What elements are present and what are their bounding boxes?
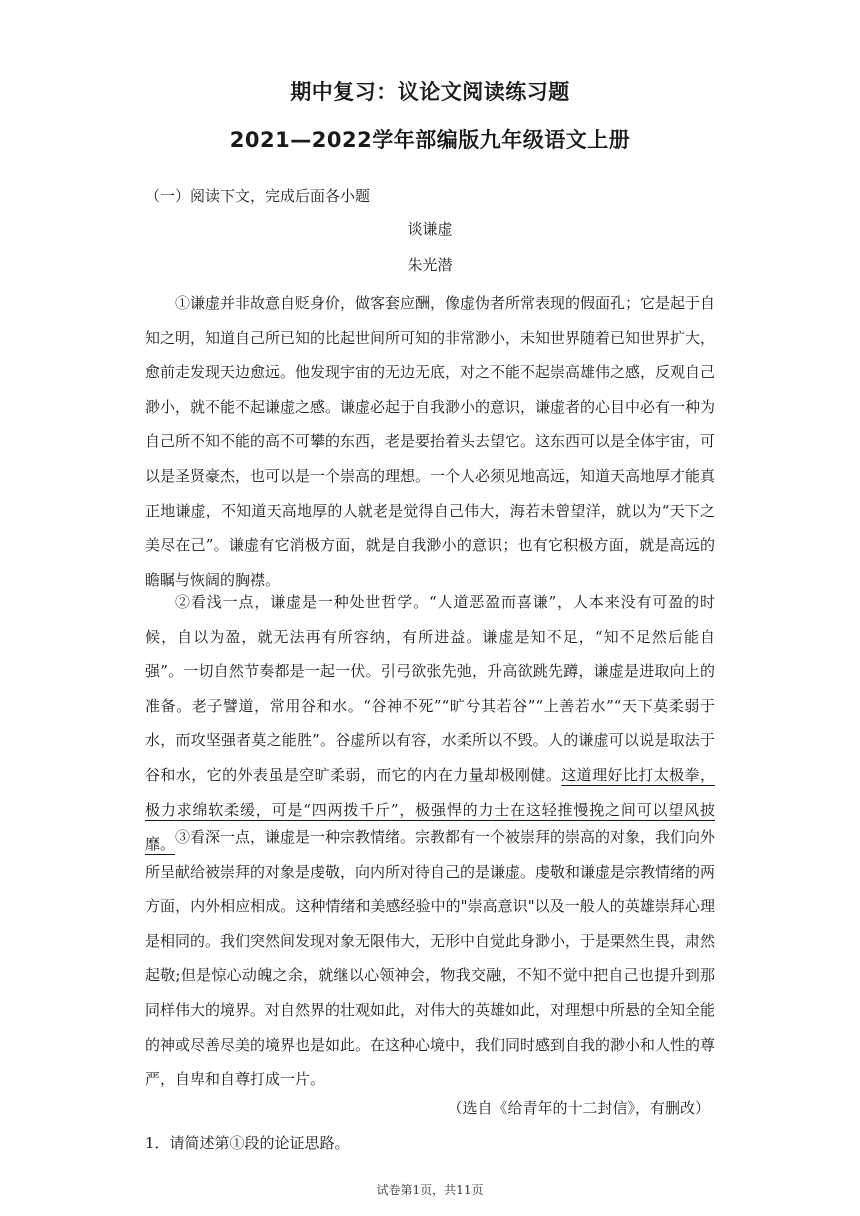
paragraph-2-text: ②看浅一点，谦虚是一种处世哲学。“人道恶盈而喜谦”，人本来没有可盈的时候，自以为盈，就无法再有所容纳，有所进益。谦虚是知不足，“知不足然后能自强”。一切自然节奏都是一起一伏。引弓欲张先弛，升高欲跳先蹲，谦虚是进取向上的准备。老子譬道，常用谷和水。“谷神不死”“旷兮其若谷”“上善若水”“天下莫柔弱于水，而攻坚强者莫之能胜”。谷虚所以有容，水柔所以不毁。人的谦虚可以说是取法于谷和水，它的外表虽是空旷柔弱，而它的内在力量却极刚健。 [145,593,715,784]
document-title: 期中复习：议论文阅读练习题 [290,80,570,104]
section-heading: （一）阅读下文，完成后面各小题 [145,187,371,205]
article-title: 谈谦虚 [407,220,453,238]
article-author: 朱光潜 [407,256,453,274]
article-source: （选自《给青年的十二封信》，有删改） [447,1099,710,1117]
question-1: 1．请简述第①段的论证思路。 [145,1134,350,1152]
document-subtitle: 2021—2022学年部编版九年级语文上册 [229,128,631,152]
page-footer: 试卷第1页，共11页 [376,1183,484,1197]
paragraph-2-underlined-sentence: 这道理好比打太极拳，极力求绵软柔缓，可是“四两拨千斤”，极强悍的力士在这轻推慢挽之间可以望风披靡。 [145,765,715,854]
paragraph-1: ①谦虚并非故意自贬身价，做客套应酬，像虚伪者所常表现的假面孔；它是起于自知之明，知道自己所已知的比起世间所可知的非常渺小，未知世界随着已知世界扩大，愈前走发现天边愈远。他发现宇宙的无边无底，对之不能不起崇高雄伟之感，反观自己渺小，就不能不起谦虚之感。谦虚必起于自我渺小的意识，谦虚者的心目中必有一种为自己所不知不能的高不可攀的东西，老是要抬着头去望它。这东西可以是全体宇宙，可以是圣贤豪杰，也可以是一个崇高的理想。一个人必须见地高远，知道天高地厚才能真正地谦虚，不知道天高地厚的人就老是觉得自己伟大，海若未曾望洋，就以为“天下之美尽在己”。谦虚有它消极方面，就是自我渺小的意识；也有它积极方面，就是高远的瞻瞩与恢阔的胸襟。 [145,294,716,589]
paragraph-3: ③看深一点，谦虚是一种宗教情绪。宗教都有一个被崇拜的崇高的对象，我们向外所呈献给被崇拜的对象是虔敬，向内所对待自己的是谦虚。虔敬和谦虚是宗教情绪的两方面，内外相应相成。这种情绪和美感经验中的"崇高意识"以及一般人的英雄崇拜心理是相同的。我们突然间发现对象无限伟大，无形中自觉此身渺小，于是栗然生畏，肃然起敬;但是惊心动魄之余，就继以心领神会，物我交融，不知不觉中把自己也提升到那同样伟大的境界。对自然界的壮观如此，对伟大的英雄如此，对理想中所悬的全知全能的神或尽善尽美的境界也是如此。在这种心境中，我们同时感到自我的渺小和人性的尊严，自卑和自尊打成一片。 [145,828,716,1089]
